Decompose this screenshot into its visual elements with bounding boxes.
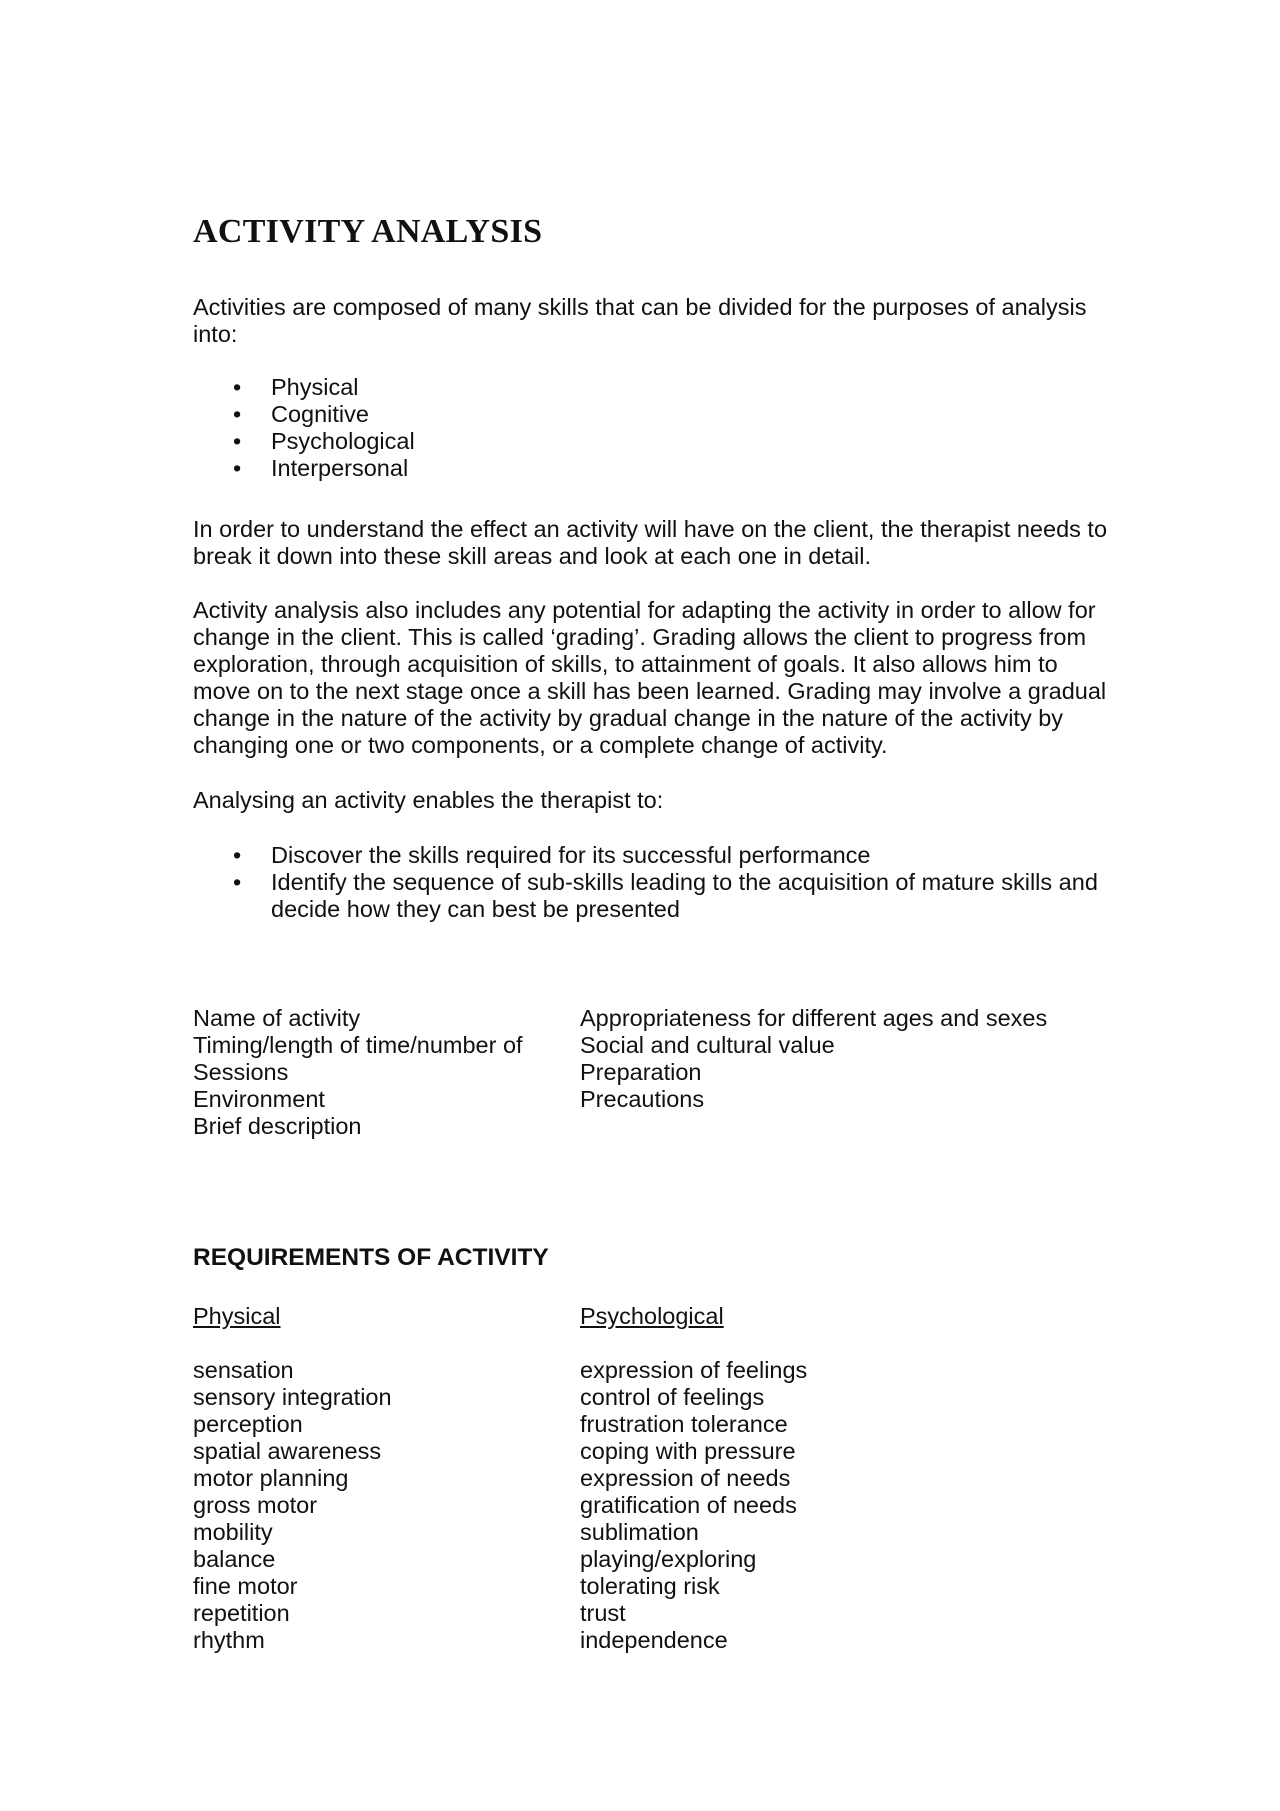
list-item: balance	[193, 1546, 276, 1572]
details-left-column	[193, 1005, 523, 1140]
list-item: control of feelings	[580, 1384, 765, 1410]
understand-paragraph	[193, 516, 1153, 570]
bullet-icon: •	[233, 455, 242, 481]
list-item: fine motor	[193, 1573, 298, 1599]
list-item: independence	[580, 1627, 728, 1653]
skill-areas-list	[193, 374, 415, 482]
list-item	[193, 869, 1098, 923]
bullet-icon: •	[233, 374, 242, 400]
bullet-icon: •	[233, 401, 242, 427]
bullet-icon: •	[233, 842, 242, 868]
physical-column-heading: Physical	[193, 1303, 281, 1329]
list-item: repetition	[193, 1600, 290, 1626]
list-item: spatial awareness	[193, 1438, 382, 1464]
detail-item: Appropriateness for different ages and sexes	[580, 1005, 1048, 1031]
list-item: trust	[580, 1600, 626, 1626]
psychological-column	[580, 1303, 807, 1654]
paragraph-line: break it down into these skill areas and look at each one in detail.	[193, 543, 872, 569]
intro-paragraph	[193, 294, 1153, 348]
paragraph-line: changing one or two components, or a complete change of activity.	[193, 732, 888, 758]
list-item-line: Discover the skills required for its successful performance	[271, 842, 871, 868]
detail-item: Preparation	[580, 1059, 702, 1085]
list-item: sublimation	[580, 1519, 699, 1545]
list-item: playing/exploring	[580, 1546, 757, 1572]
list-item: motor planning	[193, 1465, 349, 1491]
list-item: sensory integration	[193, 1384, 392, 1410]
bullet-icon: •	[233, 869, 242, 895]
skill-area-label: Physical	[271, 374, 359, 400]
list-item	[193, 401, 415, 428]
list-item: perception	[193, 1411, 303, 1437]
bullet-icon: •	[233, 428, 242, 454]
paragraph-line: change in the nature of the activity by gradual change in the nature of the activity by	[193, 705, 1064, 731]
list-item	[193, 428, 415, 455]
detail-item: Precautions	[580, 1086, 705, 1112]
list-item-line: decide how they can best be presented	[271, 896, 680, 922]
page-title: ACTIVITY ANALYSIS	[193, 213, 543, 250]
list-item: rhythm	[193, 1627, 265, 1653]
list-item: sensation	[193, 1357, 294, 1383]
paragraph-line: Activity analysis also includes any potential for adapting the activity in order to allow for	[193, 597, 1096, 623]
list-item: expression of needs	[580, 1465, 791, 1491]
spacer	[193, 1330, 392, 1357]
paragraph-line: exploration, through acquisition of skills, to attainment of goals. It also allows him to	[193, 651, 1058, 677]
list-item: coping with pressure	[580, 1438, 796, 1464]
intro-line: into:	[193, 321, 238, 347]
list-item: gross motor	[193, 1492, 318, 1518]
paragraph-line: In order to understand the effect an activity will have on the client, the therapist needs to	[193, 516, 1108, 542]
enables-paragraph: Analysing an activity enables the therapist to:	[193, 787, 664, 813]
list-item: tolerating risk	[580, 1573, 720, 1599]
psychological-column-heading: Psychological	[580, 1303, 724, 1329]
list-item-line: Identify the sequence of sub-skills leading to the acquisition of mature skills and	[271, 869, 1098, 895]
list-item	[193, 374, 415, 401]
skill-area-label: Psychological	[271, 428, 415, 454]
detail-item: Environment	[193, 1086, 325, 1112]
paragraph-line: change in the client. This is called ‘grading’. Grading allows the client to progress from	[193, 624, 1087, 650]
list-item: mobility	[193, 1519, 273, 1545]
enables-list	[193, 842, 1098, 923]
detail-item: Sessions	[193, 1059, 289, 1085]
detail-item: Social and cultural value	[580, 1032, 835, 1058]
detail-item: Name of activity	[193, 1005, 361, 1031]
paragraph-line: move on to the next stage once a skill has been learned. Grading may involve a gradual	[193, 678, 1107, 704]
list-item: gratification of needs	[580, 1492, 797, 1518]
list-item: expression of feelings	[580, 1357, 808, 1383]
list-item	[193, 455, 415, 482]
spacer	[580, 1330, 807, 1357]
grading-paragraph	[193, 597, 1153, 759]
detail-item: Timing/length of time/number of	[193, 1032, 523, 1058]
skill-area-label: Cognitive	[271, 401, 369, 427]
list-item	[193, 842, 1098, 869]
intro-line: Activities are composed of many skills that can be divided for the purposes of analysis	[193, 294, 1087, 320]
physical-column	[193, 1303, 392, 1654]
list-item: frustration tolerance	[580, 1411, 788, 1437]
requirements-heading: REQUIREMENTS OF ACTIVITY	[193, 1244, 549, 1271]
skill-area-label: Interpersonal	[271, 455, 409, 481]
details-right-column	[580, 1005, 1047, 1113]
detail-item: Brief description	[193, 1113, 362, 1139]
